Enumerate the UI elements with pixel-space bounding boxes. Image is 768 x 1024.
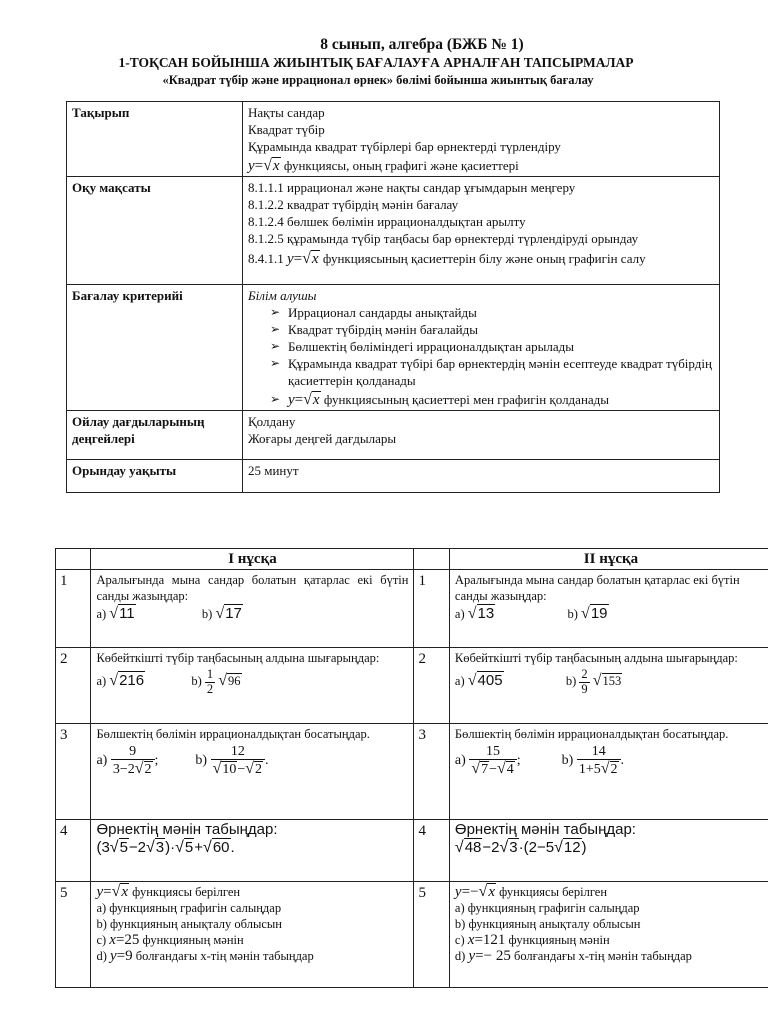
skills-row — [67, 411, 720, 460]
task-text: y=√x функциясы берілген — [96, 883, 241, 900]
task-text: Бөлшектің бөлімін иррационалдықтан босатыңдар. — [96, 727, 370, 741]
goal-item: 8.1.2.2 квадрат түбірдің мәнін бағалау — [248, 197, 459, 212]
task-4-v1 — [91, 820, 414, 882]
topic-label: Тақырып — [67, 102, 243, 177]
info-table — [66, 101, 720, 493]
criteria-item: ➢ Құрамында квадрат түбірі бар өрнектердің мәнін есептеуде квадрат түбірдің қасиеттерін қолданады — [270, 355, 714, 389]
task-text: Көбейткішті түбір таңбасының алдына шығарыңдар: — [96, 651, 380, 665]
task-number: 4 — [56, 820, 91, 882]
task-text: Аралығында мына сандар болатын қатарлас екі бүтін санды жазыңдар: — [96, 573, 409, 603]
task-row-5 — [56, 882, 768, 988]
task-text: y=−√x функциясы берілген — [454, 883, 608, 900]
task-number: 4 — [414, 820, 449, 882]
task-items: √48−2√3·(2−5√12) — [454, 839, 587, 856]
task-number: 3 — [414, 724, 449, 820]
goal-item: 8.1.1.1 иррационал және нақты сандар ұғымдарын меңгеру — [248, 180, 576, 195]
task-number: 1 — [56, 570, 91, 648]
task-part: d) y=9 болғандағы x-тің мәнін табыңдар — [96, 948, 314, 964]
time-value: 25 минут — [243, 460, 720, 493]
task-number: 2 — [414, 648, 449, 724]
criteria-item: ➢ Иррационал сандарды анықтайды — [270, 304, 714, 321]
task-number: 1 — [414, 570, 449, 648]
task-items: (3√5−2√3)·√5+√60. — [96, 839, 235, 856]
page-title: 8 сынып, алгебра (БЖБ № 1) — [320, 36, 524, 53]
sqrt: √17 — [215, 605, 242, 622]
time-label: Орындау уақыты — [67, 460, 243, 493]
variant-1-title: I нұсқа — [91, 549, 414, 570]
task-5-v1 — [91, 882, 414, 988]
task-items: a) √13 b) √19 — [454, 605, 608, 622]
skills-cell — [243, 411, 720, 460]
sqrt: √216 — [109, 672, 145, 690]
criteria-item: ➢ Бөлшектің бөліміндегі иррационалдықтан арылады — [270, 338, 714, 355]
task-text: Өрнектің мәнін табыңдар: — [96, 821, 278, 838]
goal-item: 8.4.1.1 y=√x функциясының қасиеттерін білу және оның графигін салу — [248, 250, 646, 267]
topic-line: Квадрат түбір — [248, 122, 325, 137]
task-row-2 — [56, 648, 768, 724]
skills-label: Ойлау дағдыларының деңгейлері — [67, 411, 243, 460]
task-2-v1 — [91, 648, 414, 724]
task-text: Көбейткішті түбір таңбасының алдына шығарыңдар: — [454, 651, 738, 665]
topic-row — [67, 102, 720, 177]
criteria-list — [248, 304, 714, 409]
task-number: 3 — [56, 724, 91, 820]
task-number: 5 — [414, 882, 449, 988]
task-text: Өрнектің мәнін табыңдар: — [454, 821, 636, 838]
task-row-4 — [56, 820, 768, 882]
task-items: a) √11 b) √17 — [96, 605, 242, 622]
task-number: 5 — [56, 882, 91, 988]
variant-2-title: II нұсқа — [449, 549, 768, 570]
sqrt: √13 — [467, 605, 495, 622]
fraction: $\frac{1}{2}$ — [206, 667, 214, 696]
task-3-v2 — [449, 724, 768, 820]
task-items: a) √405 b) $\frac{2}{9}$ √153 — [454, 667, 622, 696]
task-number: 2 — [56, 648, 91, 724]
task-text: Бөлшектің бөлімін иррационалдықтан босатыңдар. — [454, 727, 729, 741]
formula: y=√x — [288, 391, 320, 408]
topic-cell — [243, 102, 720, 177]
skill-item: Қолдану — [248, 414, 296, 429]
task-part: c) x=25 функцияның мәнін — [96, 932, 244, 948]
fraction: $\frac{15}{√7-√4}$ — [469, 744, 516, 778]
criteria-cell — [243, 285, 720, 411]
task-part: b) функцияның анықталу облысын — [454, 917, 641, 931]
task-items: a) $\frac{9}{3-2√2}$ ; b) $\frac{12}{√10-√2}$ . — [96, 744, 269, 778]
section-title: «Квадрат түбір және иррационал өрнек» бөлімі бойынша жиынтық бағалау — [162, 73, 594, 87]
criteria-label: Бағалау критерийі — [67, 285, 243, 411]
formula: y=√x — [287, 250, 319, 267]
fraction: $\frac{9}{3-2√2}$ — [111, 744, 155, 778]
fraction: $\frac{12}{√10-√2}$ — [211, 744, 265, 778]
task-row-1 — [56, 570, 768, 648]
task-row-3 — [56, 724, 768, 820]
formula: y=√x — [248, 157, 280, 174]
goals-cell — [243, 177, 720, 285]
goals-row — [67, 177, 720, 285]
task-items: a) √216 b) $\frac{1}{2}$ √96 — [96, 667, 241, 696]
skill-item: Жоғары деңгей дағдылары — [248, 431, 397, 446]
task-part: d) y=− 25 болғандағы x-тің мәнін табыңдар — [454, 948, 692, 964]
goals-label: Оқу мақсаты — [67, 177, 243, 285]
fraction: $\frac{2}{9}$ — [581, 667, 588, 696]
task-1-v2 — [449, 570, 768, 648]
task-2-v2 — [449, 648, 768, 724]
task-1-v1 — [91, 570, 414, 648]
task-3-v1 — [91, 724, 414, 820]
task-part: a) функцияның графигін салыңдар — [454, 901, 640, 915]
task-part: c) x=121 функцияның мәнін — [454, 932, 610, 948]
task-items: a) $\frac{15}{√7-√4}$ ; b) $\frac{14}{1+5√2}$ . — [454, 744, 625, 778]
sqrt: √11 — [109, 605, 135, 622]
criteria-row — [67, 285, 720, 411]
task-part: a) функцияның графигін салыңдар — [96, 901, 282, 915]
criteria-item: ➢ y=√x функциясының қасиеттері мен графигін қолданады — [270, 391, 714, 409]
sqrt: √153 — [592, 672, 622, 690]
topic-line: Нақты сандар — [248, 105, 325, 120]
sqrt: √96 — [218, 672, 241, 690]
goal-item: 8.1.2.5 құрамында түбір таңбасы бар өрнектерді түрлендіруді орындау — [248, 231, 639, 246]
task-part: b) функцияның анықталу облысын — [96, 917, 282, 931]
goal-item: 8.1.2.4 бөлшек бөлімін иррационалдықтан арылту — [248, 214, 526, 229]
empty-cell — [414, 549, 449, 570]
task-4-v2 — [449, 820, 768, 882]
variants-header-row — [56, 549, 768, 570]
topic-line: Құрамында квадрат түбірлері бар өрнектерді түрлендіру — [248, 139, 561, 154]
page-subtitle: 1-ТОҚСАН БОЙЫНША ЖИЫНТЫҚ БАҒАЛАУҒА АРНАЛҒАН ТАПСЫРМАЛАР — [118, 55, 634, 70]
fraction: $\frac{14}{1+5√2}$ — [577, 744, 621, 778]
variants-table — [55, 548, 768, 988]
empty-cell — [56, 549, 91, 570]
task-text: Аралығында мына сандар болатын қатарлас екі бүтін санды жазыңдар: — [454, 573, 740, 603]
criteria-item: ➢ Квадрат түбірдің мәнін бағалайды — [270, 321, 714, 338]
sqrt: √19 — [581, 605, 608, 622]
topic-line-func: y=√x функциясы, оның графигі және қасиеттері — [248, 157, 519, 174]
sqrt: √405 — [467, 672, 503, 690]
time-row — [67, 460, 720, 493]
task-5-v2 — [449, 882, 768, 988]
criteria-intro: Білім алушы — [248, 288, 317, 303]
